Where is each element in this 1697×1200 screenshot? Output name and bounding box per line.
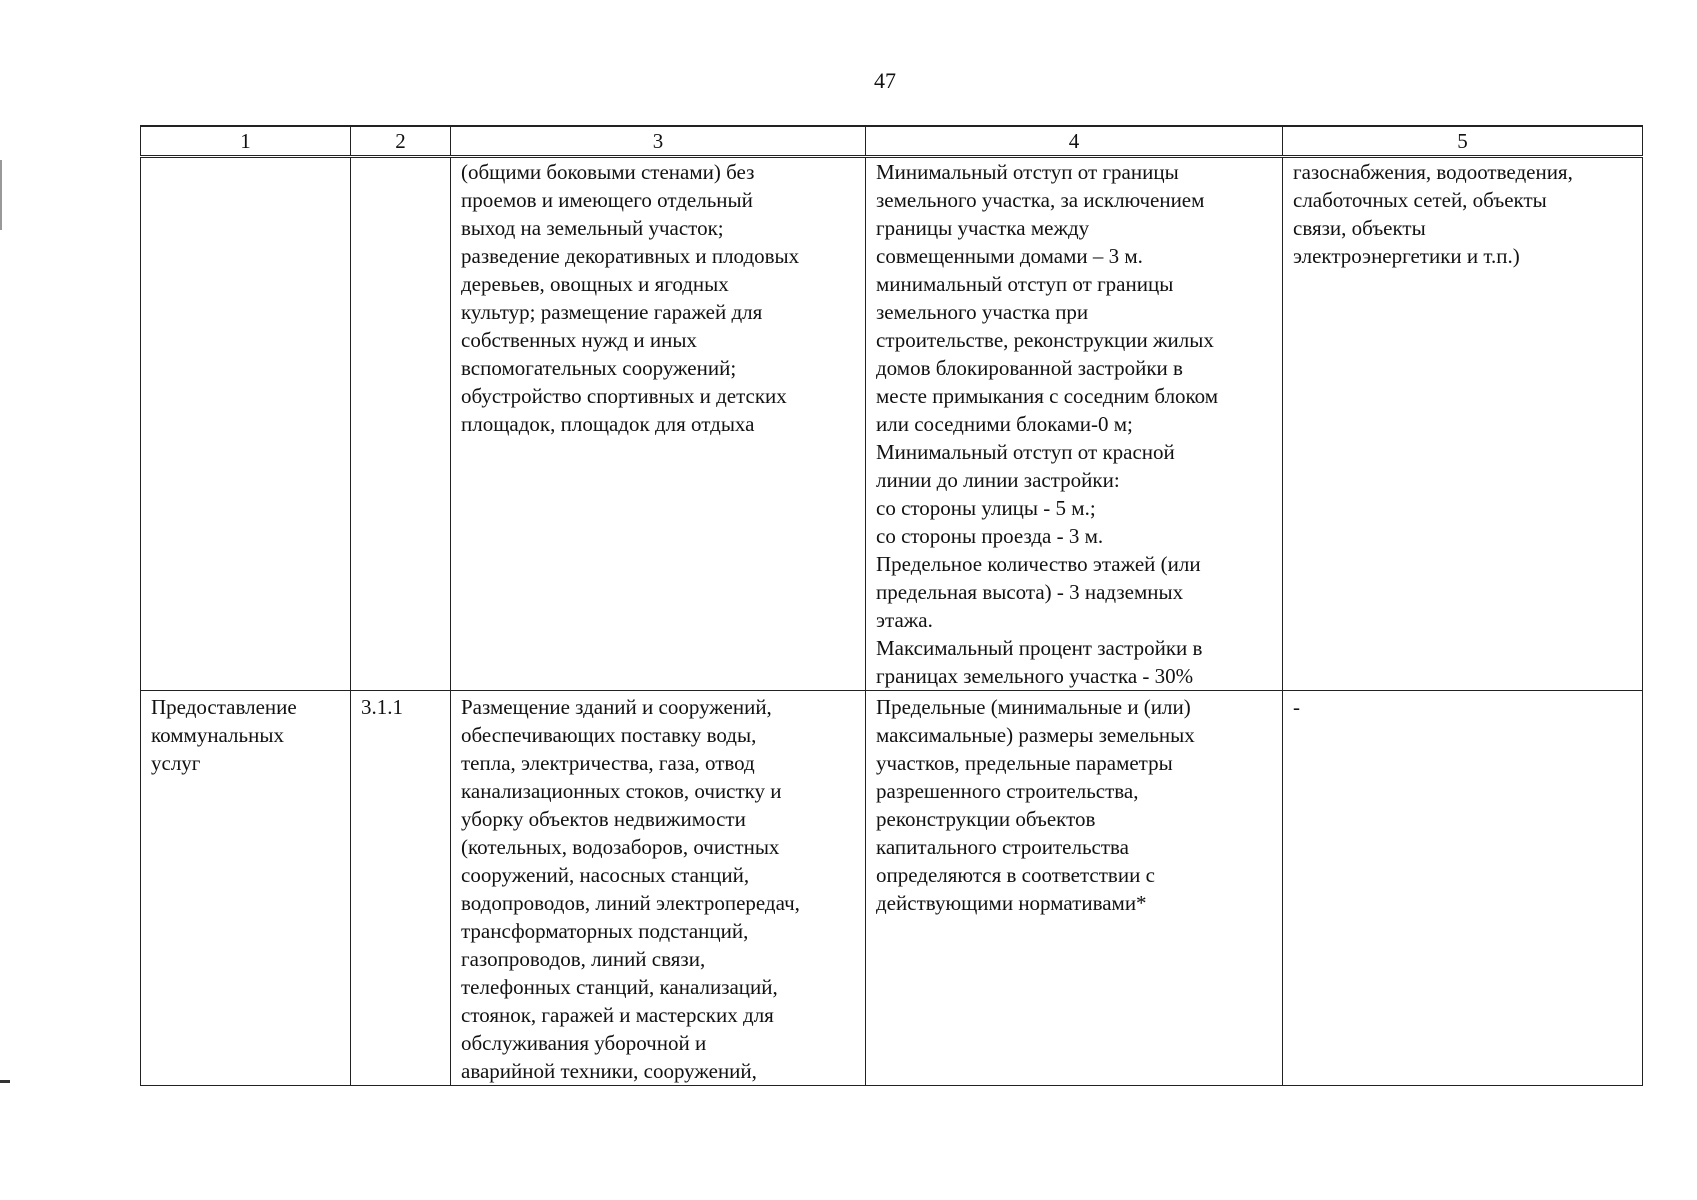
regulations-table [140, 125, 1643, 1086]
cell-parameters: Предельные (минимальные и (или) максимальные) размеры земельных участков, предельные параметры разрешенного строительства, реконструкции объектов капитального строительства определяются в соответствии с действующими нормативами* [866, 691, 1283, 1086]
column-header-1: 1 [141, 126, 351, 157]
cell-use-description: Размещение зданий и сооружений, обеспечивающих поставку воды, тепла, электричества, газа, отвод канализационных стоков, очистку и уборку объектов недвижимости (котельных, водозаборов, очистных сооружений, насосных станций, водопроводов, линий электропередач, трансформаторных подстанций, газопроводов, линий связи, телефонных станций, канализаций, стоянок, гаражей и мастерских для обслуживания уборочной и аварийной техники, сооружений, [451, 691, 866, 1086]
table-row [141, 691, 1643, 1086]
cell-notes: газоснабжения, водоотведения, слаботочных сетей, объекты связи, объекты электроэнергетики и т.п.) [1283, 157, 1643, 691]
cell-notes: - [1283, 691, 1643, 1086]
scan-edge-mark [0, 160, 2, 230]
scan-edge-mark [0, 1080, 10, 1083]
column-header-4: 4 [866, 126, 1283, 157]
cell-use-code: 3.1.1 [351, 691, 451, 1086]
cell-use-name: Предоставление коммунальных услуг [141, 691, 351, 1086]
table-row [141, 157, 1643, 691]
cell-parameters: Минимальный отступ от границы земельного участка, за исключением границы участка между совмещенными домами – 3 м. минимальный отступ от границы земельного участка при строительстве, реконструкции жилых домов блокированной застройки в месте примыкания с соседним блоком или соседними блоками-0 м; Минимальный отступ от красной линии до линии застройки: со стороны улицы - 5 м.; со стороны проезда - 3 м. Предельное количество этажей (или предельная высота) - 3 надземных этажа. Максимальный процент застройки в границах земельного участка - 30% [866, 157, 1283, 691]
cell-use-name [141, 157, 351, 691]
table-header-row [141, 126, 1643, 157]
cell-use-description: (общими боковыми стенами) без проемов и имеющего отдельный выход на земельный участок; разведение декоративных и плодовых деревьев, овощных и ягодных культур; размещение гаражей для собственных нужд и иных вспомогательных сооружений; обустройство спортивных и детских площадок, площадок для отдыха [451, 157, 866, 691]
column-header-2: 2 [351, 126, 451, 157]
column-header-5: 5 [1283, 126, 1643, 157]
column-header-3: 3 [451, 126, 866, 157]
cell-use-code [351, 157, 451, 691]
page-number: 47 [874, 68, 896, 93]
